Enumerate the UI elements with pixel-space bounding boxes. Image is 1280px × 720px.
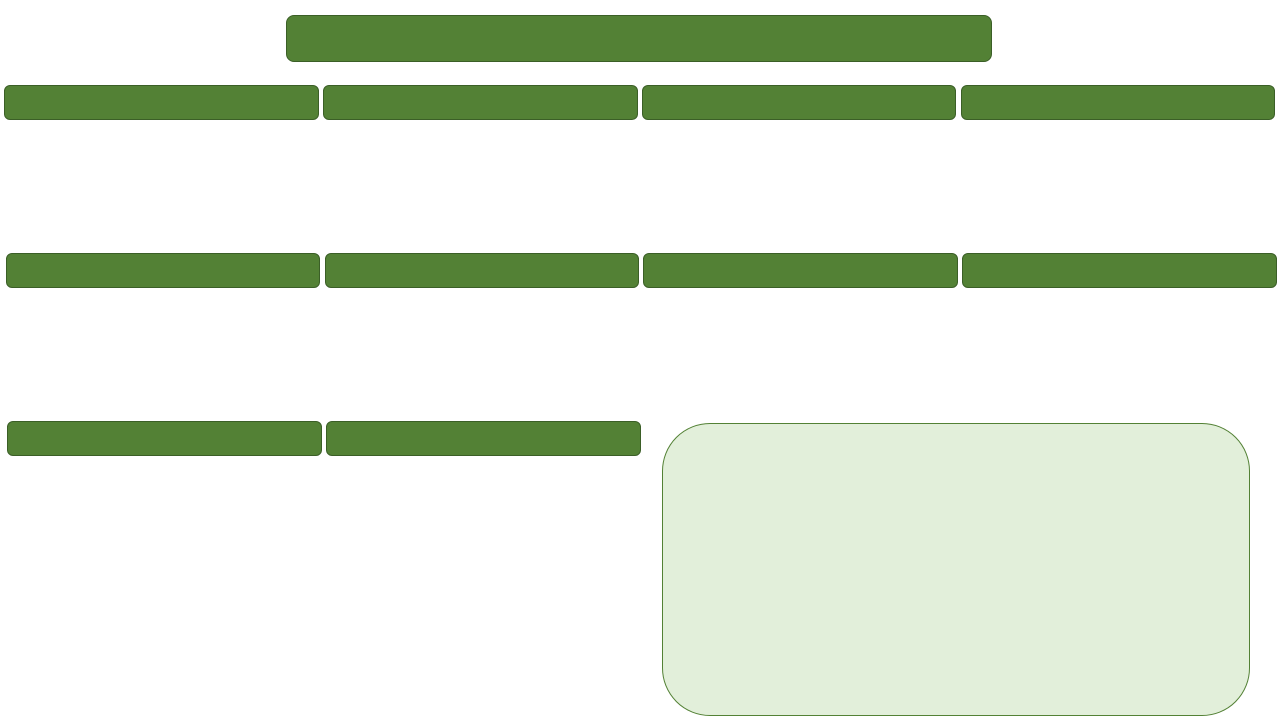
row-3-box-1 xyxy=(7,421,322,456)
info-panel xyxy=(662,423,1250,716)
row-2-box-3 xyxy=(643,253,958,288)
row-2-box-2 xyxy=(325,253,639,288)
row-1-box-3 xyxy=(642,85,956,120)
row-1-box-4 xyxy=(961,85,1275,120)
row-2-box-4 xyxy=(962,253,1277,288)
row-3-box-2 xyxy=(326,421,641,456)
row-2-box-1 xyxy=(6,253,320,288)
row-1-box-1 xyxy=(4,85,319,120)
title-box xyxy=(286,15,992,62)
row-1-box-2 xyxy=(323,85,638,120)
